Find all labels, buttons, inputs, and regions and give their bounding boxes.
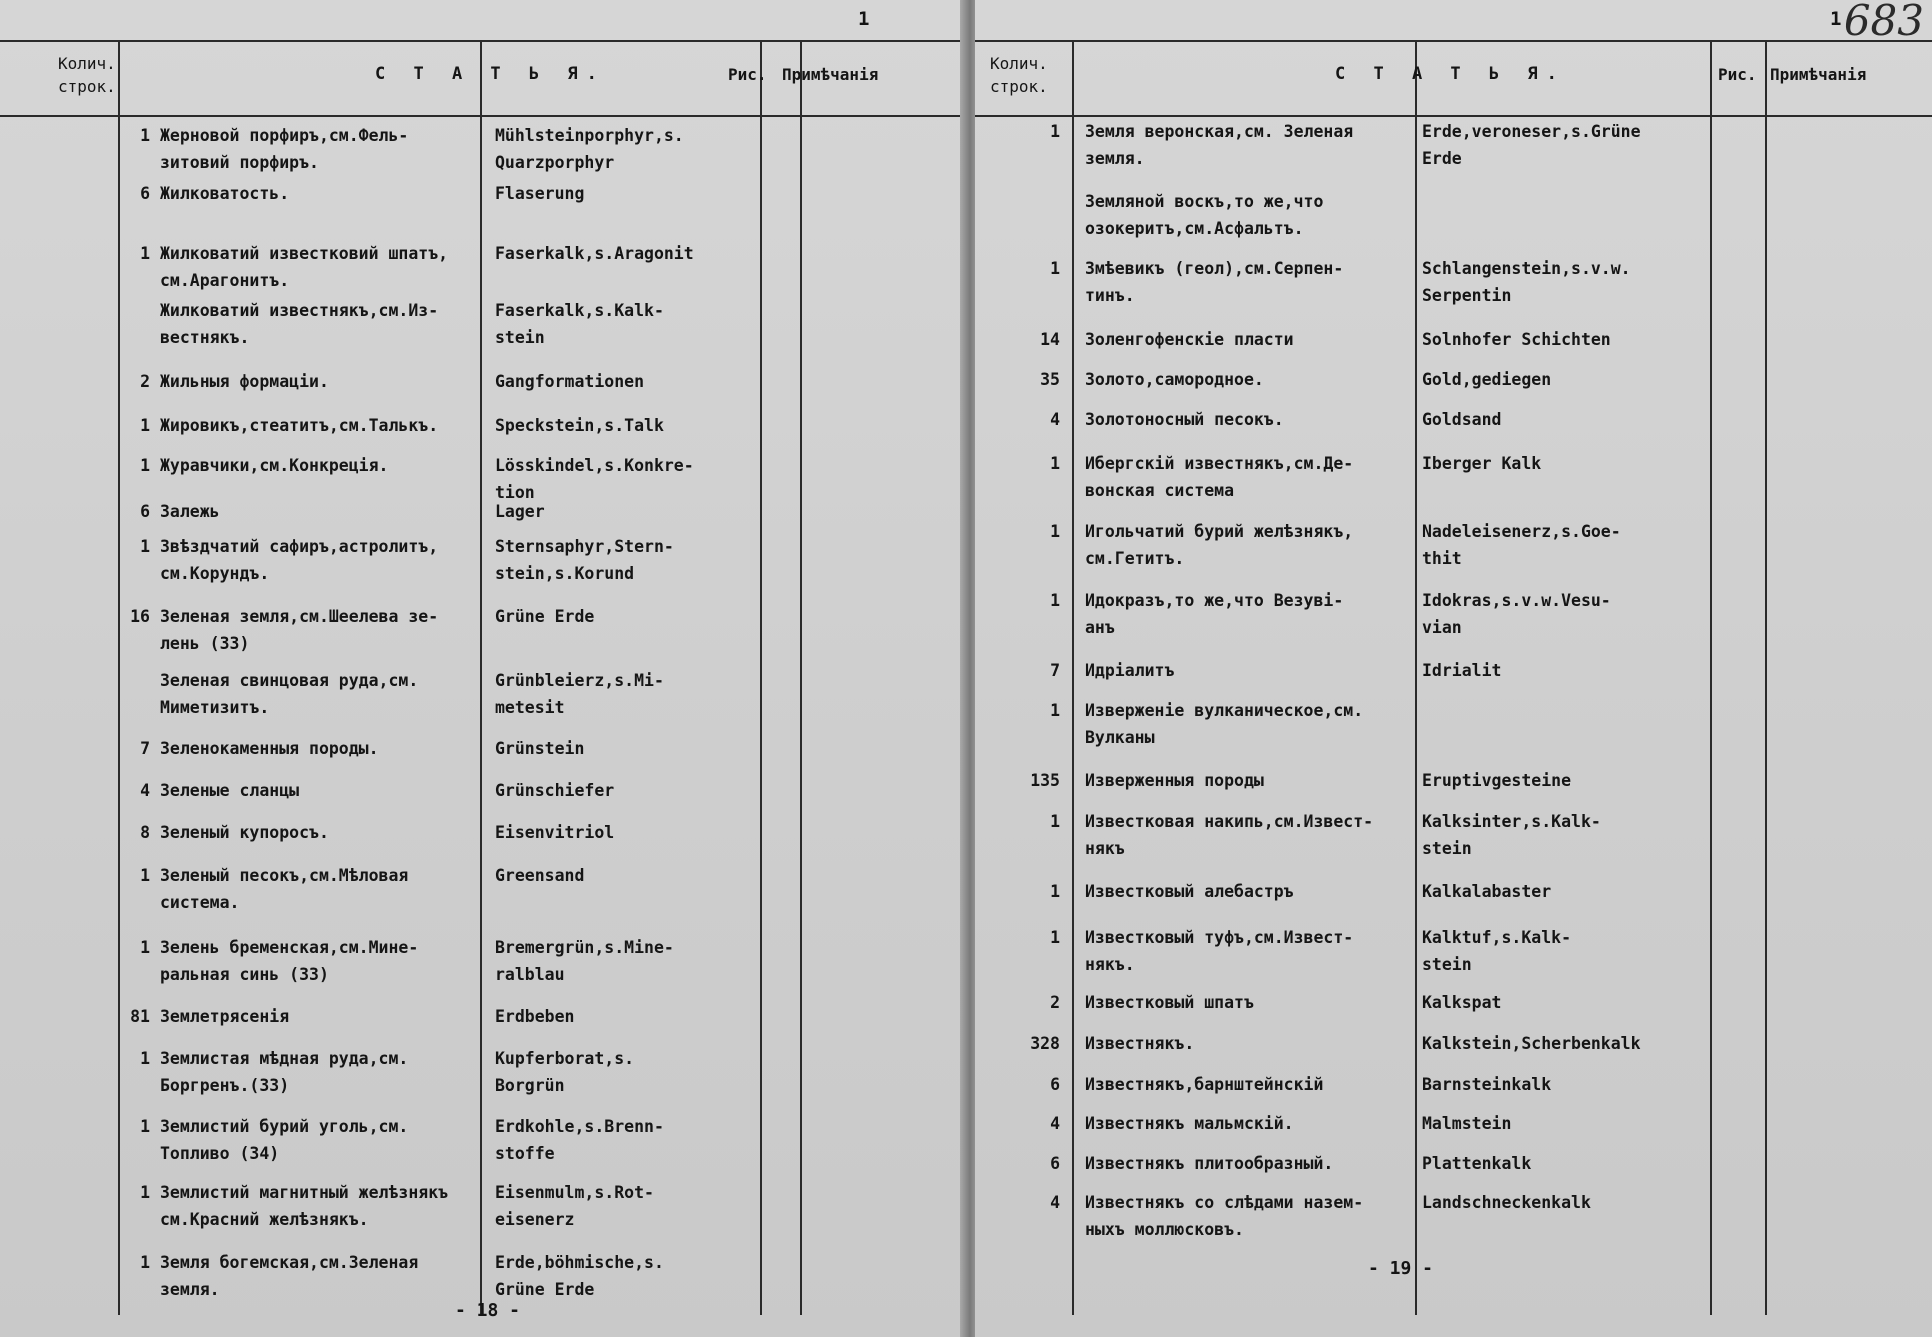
column-rule <box>760 40 762 1315</box>
row-russian-term: Известковый шпатъ <box>1085 993 1254 1012</box>
row-count: 2 <box>1050 993 1060 1012</box>
row-german-term: Kalkstein,Scherbenkalk <box>1422 1034 1641 1053</box>
row-german-term: Sternsaphyr,Stern- stein,s.Korund <box>495 537 674 583</box>
frame-top-rule <box>975 40 1932 42</box>
row-russian-term: Жилковатий известнякъ,см.Из- вестнякъ. <box>160 301 439 347</box>
header-count: Колич. строк. <box>58 54 116 96</box>
row-german-term: Nadeleisenerz,s.Goe- thit <box>1422 522 1621 568</box>
row-count: 81 <box>130 1007 150 1026</box>
right-page <box>975 0 1932 1337</box>
page-number: - 19 - <box>1368 1258 1434 1279</box>
header-notes: Примѣчанія <box>1770 65 1867 84</box>
header-article: С Т А Т Ь Я. <box>1335 64 1566 84</box>
row-russian-term: Зеленокаменныя породы. <box>160 739 379 758</box>
row-russian-term: Известнякъ со слѣдами назем- ныхъ моллюсковъ. <box>1085 1193 1364 1239</box>
row-count: 1 <box>1050 454 1060 473</box>
row-russian-term: Зеленая земля,см.Шеелева зе- лень (33) <box>160 607 439 653</box>
row-russian-term: Золотоносный песокъ. <box>1085 410 1284 429</box>
row-german-term: Erde,veroneser,s.Grüne Erde <box>1422 122 1641 168</box>
row-german-term: Lager <box>495 502 545 521</box>
row-german-term: Idrialit <box>1422 661 1502 680</box>
row-count: 6 <box>140 184 150 203</box>
row-count: 1 <box>1050 591 1060 610</box>
row-russian-term: Землистий бурий уголь,см. Топливо (34) <box>160 1117 409 1163</box>
row-german-term: Erdkohle,s.Brenn- stoffe <box>495 1117 664 1163</box>
row-german-term: Bremergrün,s.Mine- ralblau <box>495 938 674 984</box>
row-russian-term: Жилковатость. <box>160 184 290 203</box>
row-russian-term: Землистий магнитный желѣзнякъ см.Красний желѣзнякъ. <box>160 1183 449 1229</box>
page-number: - 18 - <box>455 1300 521 1321</box>
row-russian-term: Идокразъ,то же,что Везуві- анъ <box>1085 591 1344 637</box>
row-russian-term: Идріалитъ <box>1085 661 1175 680</box>
row-count: 135 <box>1030 771 1060 790</box>
row-russian-term: Жилковатий известковий шпатъ, см.Арагонитъ. <box>160 244 449 290</box>
folio-number: 683 <box>1843 0 1924 45</box>
row-german-term: Eisenvitriol <box>495 823 615 842</box>
row-russian-term: Зелень бременская,см.Мине- ральная синь (33) <box>160 938 419 984</box>
column-rule <box>1765 40 1767 1315</box>
column-rule <box>1710 40 1712 1315</box>
row-count: 2 <box>140 372 150 391</box>
row-russian-term: Земля веронская,см. Зеленая земля. <box>1085 122 1354 168</box>
row-russian-term: Известнякъ мальмскій. <box>1085 1114 1294 1133</box>
column-rule <box>1072 40 1074 1315</box>
row-german-term: Kupferborat,s. Borgrün <box>495 1049 635 1095</box>
row-count: 1 <box>1050 882 1060 901</box>
row-count: 1 <box>140 244 150 263</box>
row-german-term: Malmstein <box>1422 1114 1512 1133</box>
left-page <box>0 0 965 1337</box>
row-german-term: Schlangenstein,s.v.w. Serpentin <box>1422 259 1631 305</box>
row-count: 6 <box>1050 1154 1060 1173</box>
row-german-term: Kalkalabaster <box>1422 882 1552 901</box>
row-german-term: Greensand <box>495 866 585 885</box>
row-russian-term: Земля богемская,см.Зеленая земля. <box>160 1253 419 1299</box>
row-count: 1 <box>1050 928 1060 947</box>
row-count: 1 <box>1050 522 1060 541</box>
row-russian-term: Известковый алебастръ <box>1085 882 1294 901</box>
row-count: 1 <box>140 456 150 475</box>
row-russian-term: Золото,самородное. <box>1085 370 1264 389</box>
row-count: 4 <box>140 781 150 800</box>
row-count: 4 <box>1050 410 1060 429</box>
row-german-term: Lösskindel,s.Konkre- tion <box>495 456 694 502</box>
row-russian-term: Земляной воскъ,то же,что озокеритъ,см.Асфальтъ. <box>1085 192 1324 238</box>
row-count: 7 <box>140 739 150 758</box>
row-german-term: Idokras,s.v.w.Vesu- vian <box>1422 591 1611 637</box>
row-count: 1 <box>1050 812 1060 831</box>
row-count: 8 <box>140 823 150 842</box>
row-count: 1 <box>140 938 150 957</box>
row-german-term: Grünbleierz,s.Mi- metesit <box>495 671 664 717</box>
row-german-term: Grüne Erde <box>495 607 595 626</box>
row-count: 16 <box>130 607 150 626</box>
row-german-term: Erdbeben <box>495 1007 575 1026</box>
row-count: 6 <box>140 502 150 521</box>
row-russian-term: Изверженныя породы <box>1085 771 1264 790</box>
row-german-term: Mühlsteinporphyr,s. Quarzporphyr <box>495 126 684 172</box>
row-count: 1 <box>1050 259 1060 278</box>
row-german-term: Kalksinter,s.Kalk- stein <box>1422 812 1601 858</box>
header-bottom-rule <box>975 115 1932 117</box>
row-german-term: Landschneckenkalk <box>1422 1193 1591 1212</box>
row-russian-term: Журавчики,см.Конкреція. <box>160 456 389 475</box>
row-german-term: Speckstein,s.Talk <box>495 416 664 435</box>
row-russian-term: Известковый туфъ,см.Извест- някъ. <box>1085 928 1354 974</box>
row-count: 1 <box>140 1183 150 1202</box>
row-russian-term: Известковая накипь,см.Извест- някъ <box>1085 812 1374 858</box>
row-count: 14 <box>1040 330 1060 349</box>
row-german-term: Barnsteinkalk <box>1422 1075 1552 1094</box>
row-german-term: Grünschiefer <box>495 781 615 800</box>
row-russian-term: Звѣздчатий сафиръ,астролитъ, см.Корундъ. <box>160 537 439 583</box>
row-russian-term: Землистая мѣдная руда,см. Боргренъ.(33) <box>160 1049 409 1095</box>
row-count: 1 <box>140 126 150 145</box>
row-count: 1 <box>140 416 150 435</box>
row-russian-term: Ибергскій известнякъ,см.Де- вонская система <box>1085 454 1354 500</box>
row-count: 7 <box>1050 661 1060 680</box>
row-german-term: Eruptivgesteine <box>1422 771 1572 790</box>
header-bottom-rule <box>0 115 965 117</box>
row-russian-term: Известнякъ плитообразный. <box>1085 1154 1334 1173</box>
row-german-term: Flaserung <box>495 184 585 203</box>
row-russian-term: Жировикъ,стеатитъ,см.Талькъ. <box>160 416 439 435</box>
row-german-term: Gold,gediegen <box>1422 370 1552 389</box>
row-count: 1 <box>140 1253 150 1272</box>
header-notes: Примѣчанія <box>782 65 879 84</box>
row-russian-term: Известнякъ. <box>1085 1034 1195 1053</box>
row-russian-term: Зеленая свинцовая руда,см. Миметизитъ. <box>160 671 419 717</box>
row-count: 4 <box>1050 1193 1060 1212</box>
row-count: 4 <box>1050 1114 1060 1133</box>
row-german-term: Erde,böhmische,s. Grüne Erde <box>495 1253 664 1299</box>
page-top-number: 1 <box>858 8 870 30</box>
header-figure: Рис. <box>1718 65 1757 84</box>
row-russian-term: Змѣевикъ (геол),см.Серпен- тинъ. <box>1085 259 1344 305</box>
row-german-term: Plattenkalk <box>1422 1154 1532 1173</box>
header-count: Колич. строк. <box>990 54 1048 96</box>
header-figure: Рис. <box>728 65 767 84</box>
column-rule <box>1415 40 1417 1315</box>
column-rule <box>480 40 482 1315</box>
column-rule <box>800 40 802 1315</box>
row-german-term: Faserkalk,s.Kalk- stein <box>495 301 664 347</box>
row-count: 1 <box>140 1117 150 1136</box>
row-german-term: Iberger Kalk <box>1422 454 1542 473</box>
row-german-term: Gangformationen <box>495 372 645 391</box>
row-german-term: Eisenmulm,s.Rot- eisenerz <box>495 1183 654 1229</box>
row-german-term: Solnhofer Schichten <box>1422 330 1611 349</box>
row-german-term: Kalktuf,s.Kalk- stein <box>1422 928 1572 974</box>
row-russian-term: Зеленые сланцы <box>160 781 300 800</box>
row-count: 328 <box>1030 1034 1060 1053</box>
row-count: 1 <box>140 537 150 556</box>
row-german-term: Kalkspat <box>1422 993 1502 1012</box>
row-german-term: Faserkalk,s.Aragonit <box>495 244 694 263</box>
page-top-number: 1 <box>1830 8 1842 30</box>
row-count: 1 <box>1050 122 1060 141</box>
row-count: 6 <box>1050 1075 1060 1094</box>
row-count: 1 <box>140 866 150 885</box>
row-count: 1 <box>140 1049 150 1068</box>
row-count: 35 <box>1040 370 1060 389</box>
row-russian-term: Зеленый купоросъ. <box>160 823 329 842</box>
row-russian-term: Жильныя формаціи. <box>160 372 329 391</box>
row-russian-term: Изверженіе вулканическое,см. Вулканы <box>1085 701 1364 747</box>
row-russian-term: Залежь <box>160 502 220 521</box>
row-russian-term: Землетрясенія <box>160 1007 290 1026</box>
row-russian-term: Известнякъ,барнштейнскій <box>1085 1075 1324 1094</box>
row-german-term: Goldsand <box>1422 410 1502 429</box>
header-article: С Т А Т Ь Я. <box>375 64 606 84</box>
row-german-term: Grünstein <box>495 739 585 758</box>
row-russian-term: Золенгофенскіе пласти <box>1085 330 1294 349</box>
row-russian-term: Игольчатий бурий желѣзнякъ, см.Гетитъ. <box>1085 522 1354 568</box>
row-count: 1 <box>1050 701 1060 720</box>
row-russian-term: Жерновой порфиръ,см.Фель- зитовий порфиръ. <box>160 126 409 172</box>
frame-top-rule <box>0 40 965 42</box>
row-russian-term: Зеленый песокъ,см.Мѣловая система. <box>160 866 409 912</box>
